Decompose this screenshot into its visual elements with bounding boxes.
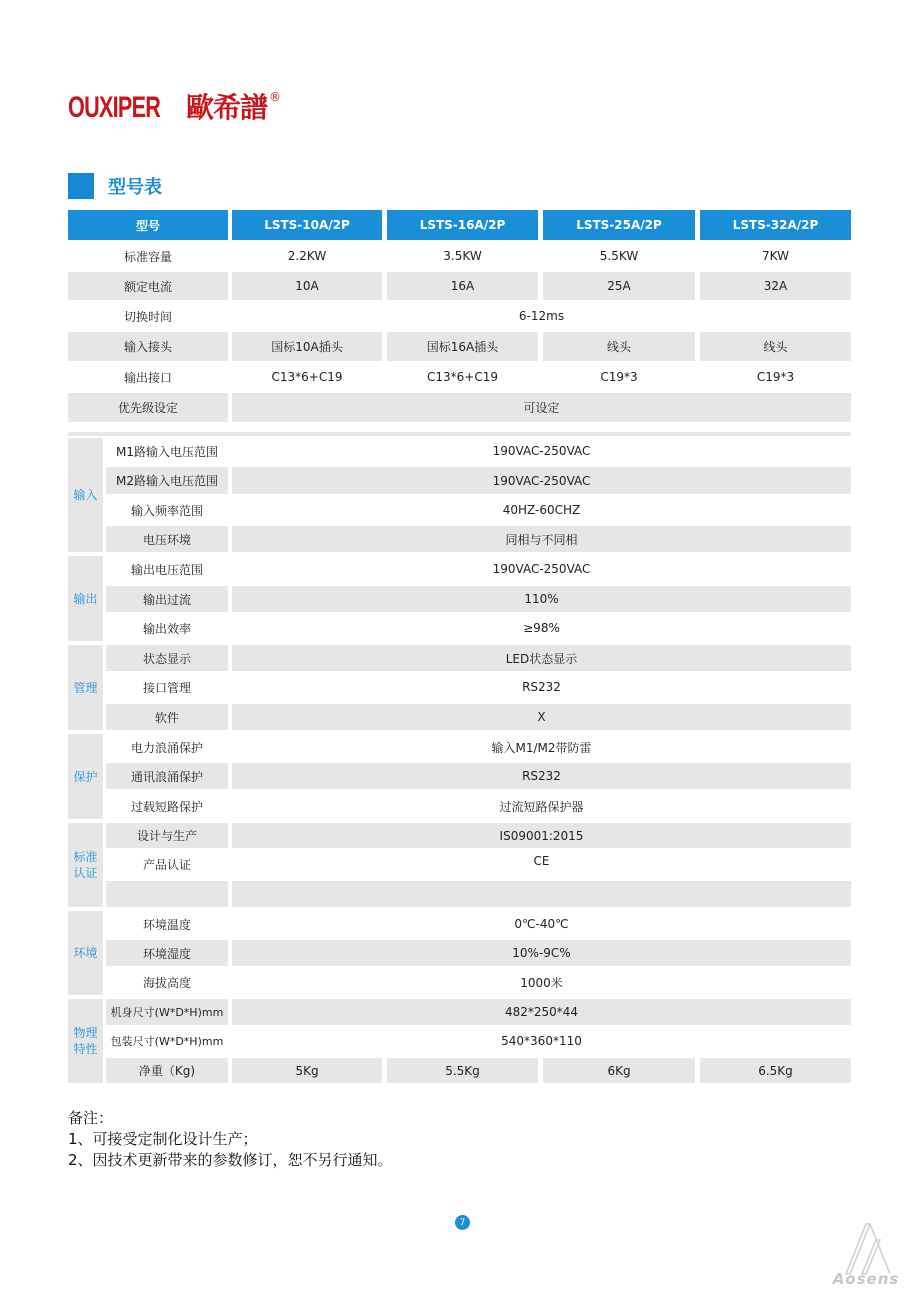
spec-label: 机身尺寸(W*D*H)mm (106, 999, 228, 1025)
switch-time-value: 6-12ms (232, 302, 851, 330)
table-divider (68, 432, 851, 436)
input-plug-value: 国标10A插头 (232, 332, 382, 361)
page-number: 7 (455, 1215, 470, 1230)
category-standard-line1: 标准 (73, 850, 98, 864)
spec-label: 输出电压范围 (106, 556, 228, 582)
capacity-value: 5.5KW (543, 242, 695, 270)
category-output: 输出 (68, 556, 103, 641)
row-label-input-plug: 输入接头 (68, 332, 228, 361)
category-physical-line1: 物理 (73, 1026, 98, 1040)
spec-label: 软件 (106, 704, 228, 730)
spec-label: 设计与生产 (106, 823, 228, 848)
notes-line: 1、可接受定制化设计生产； (68, 1130, 258, 1148)
input-plug-value: 国标16A插头 (387, 332, 538, 361)
spec-label: 输出效率 (106, 615, 228, 641)
weight-value: 5.5Kg (387, 1058, 538, 1083)
spec-label: 电力浪涌保护 (106, 734, 228, 760)
spec-label: 包装尺寸(W*D*H)mm (106, 1028, 228, 1054)
spec-value: 540*360*110 (232, 1028, 851, 1054)
spec-value: RS232 (232, 763, 851, 789)
registered-mark: ® (269, 90, 282, 104)
header-model-1: LSTS-10A/2P (232, 210, 382, 240)
logo-latin-text: OUXIPER (68, 91, 161, 124)
current-value: 32A (700, 272, 851, 300)
output-port-value: C19*3 (700, 363, 851, 391)
spec-label: 通讯浪涌保护 (106, 763, 228, 789)
spec-label: 海拔高度 (106, 969, 228, 995)
spec-label: 输入频率范围 (106, 497, 228, 523)
input-plug-value: 线头 (700, 332, 851, 361)
spec-label: 净重（Kg) (106, 1058, 228, 1083)
current-value: 16A (387, 272, 538, 300)
category-physical (68, 999, 103, 1083)
header-model-4: LSTS-32A/2P (700, 210, 851, 240)
current-value: 25A (543, 272, 695, 300)
category-physical-line2: 特性 (73, 1042, 98, 1056)
spec-value: LED状态显示 (232, 645, 851, 671)
spec-value: 0℃-40℃ (232, 911, 851, 937)
spec-label: 环境温度 (106, 911, 228, 937)
header-model-label: 型号 (68, 210, 228, 240)
spec-value: CE (232, 850, 851, 872)
row-label-switch-time: 切换时间 (68, 302, 228, 330)
category-standard (68, 823, 103, 907)
notes-title: 备注： (68, 1109, 114, 1127)
spec-value: IS09001:2015 (232, 823, 851, 848)
category-management: 管理 (68, 645, 103, 730)
row-label-priority: 优先级设定 (68, 393, 228, 422)
weight-value: 6Kg (543, 1058, 695, 1083)
spec-value: 110% (232, 586, 851, 612)
current-value: 10A (232, 272, 382, 300)
spec-value: RS232 (232, 674, 851, 700)
input-plug-value: 线头 (543, 332, 695, 361)
capacity-value: 7KW (700, 242, 851, 270)
spec-label: M2路输入电压范围 (106, 467, 228, 494)
output-port-value: C19*3 (543, 363, 695, 391)
section-title: 型号表 (108, 177, 162, 198)
notes-line: 2、因技术更新带来的参数修订，恕不另行通知。 (68, 1151, 393, 1169)
spec-label: 过载短路保护 (106, 793, 228, 819)
spec-label: 产品认证 (106, 850, 228, 878)
category-environment: 环境 (68, 911, 103, 995)
spec-label: 输出过流 (106, 586, 228, 612)
capacity-value: 2.2KW (232, 242, 382, 270)
header-model-3: LSTS-25A/2P (543, 210, 695, 240)
spec-value: 190VAC-250VAC (232, 438, 851, 464)
watermark (826, 1218, 906, 1288)
spec-value: 10%-9C% (232, 940, 851, 966)
row-label-current: 额定电流 (68, 272, 228, 300)
row-label-output-port: 输出接口 (68, 363, 228, 391)
spec-value: X (232, 704, 851, 730)
watermark-text: Aosens (832, 1270, 900, 1288)
weight-value: 5Kg (232, 1058, 382, 1083)
spec-value: 同相与不同相 (232, 526, 851, 552)
spec-label-empty (106, 881, 228, 907)
category-protection: 保护 (68, 734, 103, 819)
spec-value: 482*250*44 (232, 999, 851, 1025)
spec-label: 环境湿度 (106, 940, 228, 966)
spec-value: 输入M1/M2带防雷 (232, 734, 851, 760)
section-marker-icon (68, 173, 94, 199)
category-input: 输入 (68, 438, 103, 552)
capacity-value: 3.5KW (387, 242, 538, 270)
category-standard-line2: 认证 (73, 866, 98, 880)
spec-value: 190VAC-250VAC (232, 556, 851, 582)
spec-label: M1路输入电压范围 (106, 438, 228, 464)
section-heading (68, 173, 162, 199)
spec-label: 接口管理 (106, 674, 228, 700)
spec-label: 电压环境 (106, 526, 228, 552)
output-port-value: C13*6+C19 (387, 363, 538, 391)
brand-logo (68, 90, 281, 126)
row-label-capacity: 标准容量 (68, 242, 228, 270)
logo-cjk-text: 歐希譜 (186, 91, 268, 124)
weight-value: 6.5Kg (700, 1058, 851, 1083)
spec-value: 190VAC-250VAC (232, 467, 851, 494)
spec-value: 1000米 (232, 969, 851, 995)
header-model-2: LSTS-16A/2P (387, 210, 538, 240)
watermark-logo-icon (826, 1218, 906, 1276)
output-port-value: C13*6+C19 (232, 363, 382, 391)
spec-value: 过流短路保护器 (232, 793, 851, 819)
spec-label: 状态显示 (106, 645, 228, 671)
spec-value: 40HZ-60CHZ (232, 497, 851, 523)
spec-value-empty (232, 881, 851, 907)
spec-value: ≥98% (232, 615, 851, 641)
notes-block (68, 1108, 393, 1171)
priority-value: 可设定 (232, 393, 851, 422)
